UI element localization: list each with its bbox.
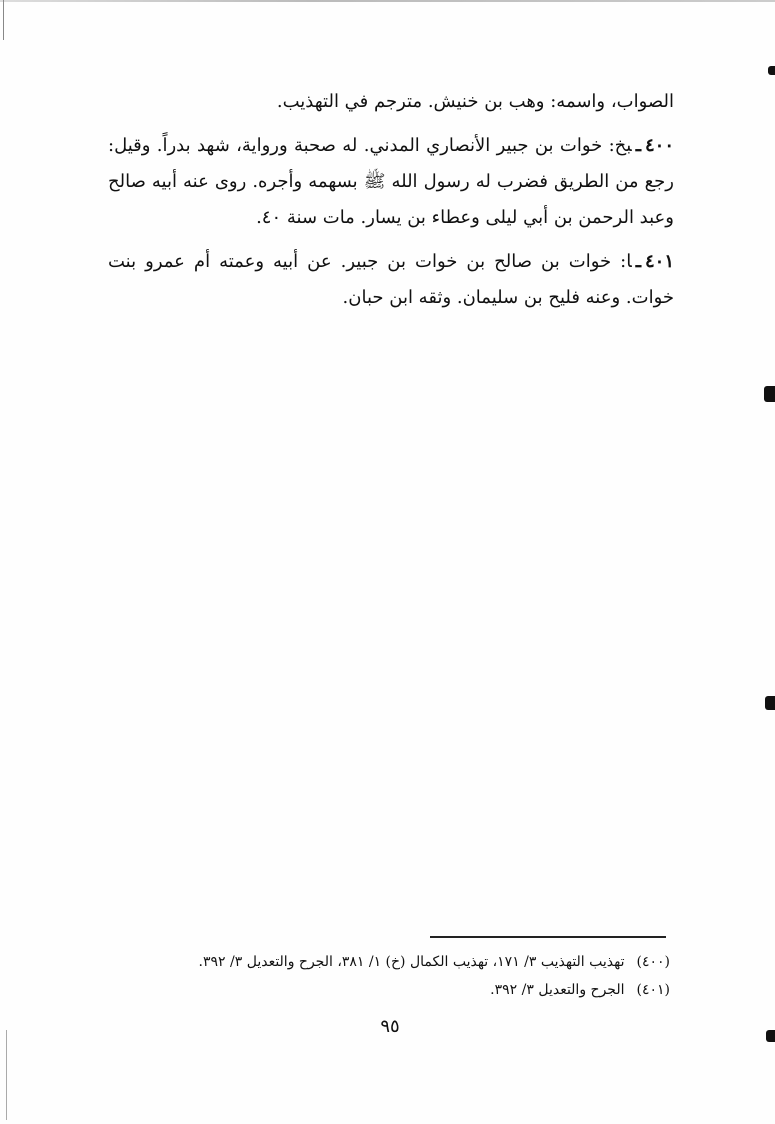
edge-mark	[764, 386, 775, 402]
entry-dash: ـ	[635, 135, 641, 156]
entry-text: ا: خوات بن صالح بن خوات بن جبير. عن أبيه وعمته أم عمرو بنت خوات. وعنه فليح بن سليمان. وثقه ابن حبان.	[108, 251, 674, 308]
entry-text: بخ: خوات بن جبير الأنصاري المدني. له صحبة ورواية، شهد بدراً. وقيل: رجع من الطريق فضرب له رسول الله ﷺ بسهمه وأجره. روى عنه أبيه صالح وعبد الرحمن بن أبي ليلى وعطاء بن يسار. مات سنة ٤٠.	[108, 135, 674, 228]
footnote-text: تهذيب التهذيب ٣/ ١٧١، تهذيب الكمال (خ) ١/ ٣٨١، الجرح والتعديل ٣/ ٣٩٢.	[198, 954, 625, 970]
edge-mark	[766, 1030, 775, 1042]
scan-edge-left-lower	[6, 1030, 7, 1120]
footnote-401	[110, 976, 670, 1004]
scan-edge-left	[3, 0, 4, 40]
entry-number: ٤٠١	[644, 251, 674, 272]
entry-401	[108, 244, 674, 316]
body-text	[108, 84, 674, 324]
entry-number: ٤٠٠	[644, 135, 674, 156]
footnotes	[110, 948, 670, 1004]
edge-mark	[765, 696, 775, 710]
footnote-text: الجرح والتعديل ٣/ ٣٩٢.	[490, 982, 625, 998]
paragraph-continuation	[108, 84, 674, 120]
paragraph-text: الصواب، واسمه: وهب بن خنيش. مترجم في التهذيب.	[276, 91, 674, 112]
footnote-ref: (٤٠٠)	[636, 954, 670, 970]
footnote-ref: (٤٠١)	[636, 982, 670, 998]
footnote-400	[110, 948, 670, 976]
entry-400	[108, 128, 674, 236]
edge-mark	[768, 66, 775, 75]
page-number: ٩٥	[380, 1016, 400, 1037]
footnote-rule	[430, 936, 666, 938]
scan-edge-top	[0, 0, 775, 2]
entry-dash: ـ	[635, 251, 641, 272]
